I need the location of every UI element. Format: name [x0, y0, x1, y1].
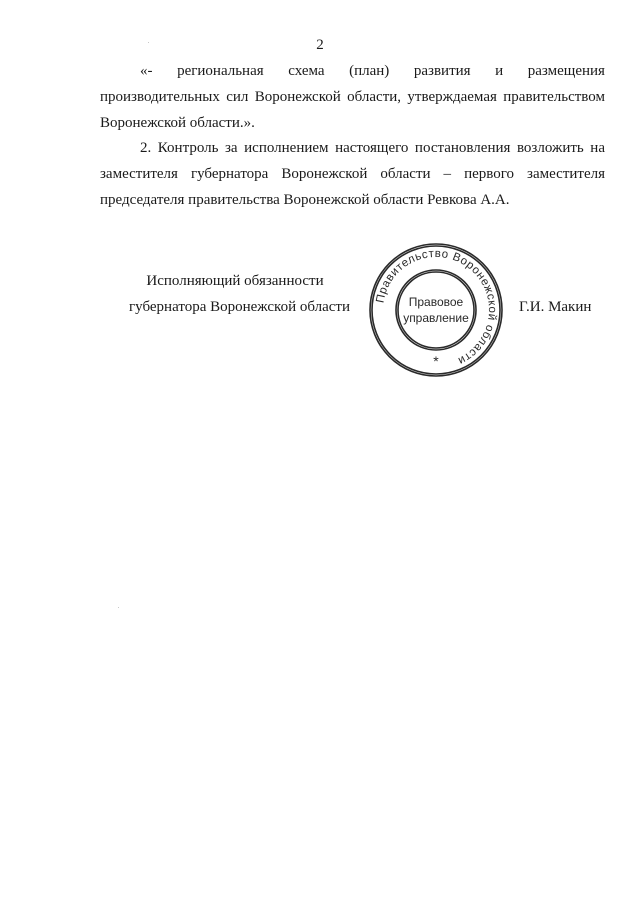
- paragraph1-line2: производительных сил Воронежской области, утверждаемая правительством: [100, 89, 605, 105]
- official-stamp: [368, 242, 504, 378]
- page-number: 2: [316, 37, 324, 53]
- stamp-outer-text: Правительство Воронежской области: [374, 247, 499, 367]
- stamp-star: *: [433, 353, 439, 369]
- word: развития: [413, 63, 471, 79]
- word: региональная: [177, 63, 264, 79]
- paragraph1-line3: Воронежской области.».: [100, 115, 255, 131]
- paragraph2-line2: заместителя губернатора Воронежской области – первого заместителя: [100, 166, 605, 182]
- stamp-seal-icon: [368, 242, 504, 378]
- paragraph1-first-line: [100, 58, 605, 84]
- word: (план): [349, 63, 390, 79]
- scan-speck: [148, 42, 149, 43]
- signatory-title-line1: Исполняющий обязанности: [146, 273, 324, 289]
- paragraph2-line1: 2. Контроль за исполнением настоящего постановления возложить на: [140, 140, 605, 156]
- stamp-inner-line2: управление: [403, 311, 469, 325]
- scan-speck: [118, 607, 119, 608]
- paragraph-control: [100, 135, 605, 213]
- word: и: [495, 63, 504, 79]
- stamp-inner-line1: Правовое: [408, 295, 464, 309]
- word: размещения: [527, 63, 605, 79]
- signatory-title-line2: губернатора Воронежской области: [129, 299, 350, 315]
- word: «-: [140, 63, 153, 79]
- word: схема: [288, 63, 325, 79]
- signatory-name: Г.И. Макин: [519, 299, 592, 315]
- paragraph-region-scheme: [100, 58, 605, 136]
- paragraph2-line3: председателя правительства Воронежской области Ревкова А.А.: [100, 192, 510, 208]
